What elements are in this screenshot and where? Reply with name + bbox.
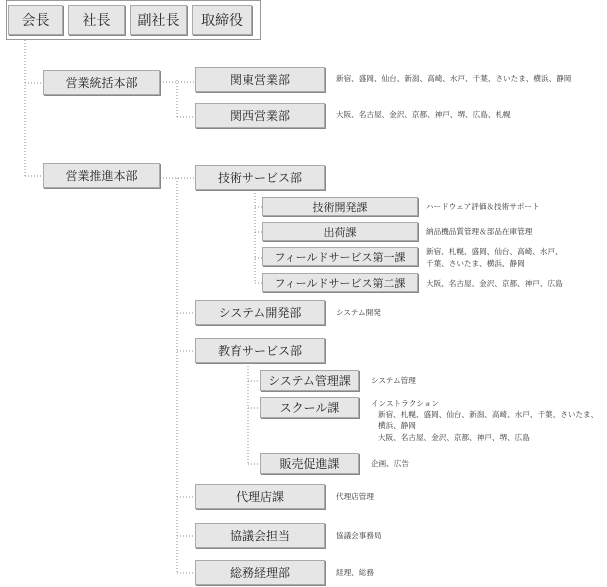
node-system-development: システム開発部 xyxy=(195,300,325,325)
note-field-service-2: 大阪、名古屋、金沢、京都、神戸、広島 xyxy=(426,279,563,288)
note-kanto-sales: 新宿、盛岡、仙台、新潟、高崎、水戸、千葉、さいたま、横浜、静岡 xyxy=(336,74,572,83)
node-kansai-sales: 関西営業部 xyxy=(195,103,325,128)
executive-president: 社長 xyxy=(68,5,125,35)
node-tech-service: 技術サービス部 xyxy=(195,165,325,190)
node-system-management: システム管理課 xyxy=(260,370,359,391)
executive-chairman: 会長 xyxy=(8,5,63,35)
node-field-service-2: フィールドサービス第二課 xyxy=(262,273,418,292)
note-kansai-sales: 大阪、名古屋、金沢、京都、神戸、堺、広島、札幌 xyxy=(336,110,511,119)
node-agency: 代理店課 xyxy=(195,484,325,509)
node-sales-promotion: 販売促進課 xyxy=(260,453,359,474)
note-system-development: システム開発 xyxy=(336,308,381,317)
node-kanto-sales: 関東営業部 xyxy=(195,67,325,92)
note-school-line3: 横浜、静岡 xyxy=(378,421,416,430)
node-council: 協議会担当 xyxy=(195,523,325,548)
node-field-service-1: フィールドサービス第一課 xyxy=(262,247,418,266)
node-tech-development: 技術開発課 xyxy=(262,197,418,216)
note-school-line2: 新宿、札幌、盛岡、仙台、新潟、高崎、水戸、千葉、さいたま、 xyxy=(378,410,599,419)
node-hq-promotion: 営業推進本部 xyxy=(43,163,160,188)
note-agency: 代理店管理 xyxy=(336,492,374,501)
node-school: スクール課 xyxy=(260,397,359,418)
note-school-line1: インストラクション xyxy=(371,399,439,408)
note-school-line4: 大阪、名古屋、金沢、京都、神戸、堺、広島 xyxy=(378,433,530,442)
note-field-service-1-line2: 千葉、さいたま、横浜、静岡 xyxy=(426,259,525,268)
node-hq-sales: 営業統括本部 xyxy=(43,70,160,95)
note-sales-promotion: 企画、広告 xyxy=(371,459,409,468)
node-education-service: 教育サービス部 xyxy=(195,338,325,363)
node-shipping: 出荷課 xyxy=(262,222,418,241)
note-shipping: 納品機品質管理＆部品在庫管理 xyxy=(426,227,533,236)
note-council: 協議会事務局 xyxy=(336,531,382,540)
executive-director: 取締役 xyxy=(192,5,252,35)
note-tech-development: ハードウェア評価＆技術サポート xyxy=(426,202,540,211)
note-field-service-1-line1: 新宿、札幌、盛岡、仙台、高崎、水戸、 xyxy=(426,247,563,256)
node-general-affairs: 総務経理部 xyxy=(195,560,325,585)
note-general-affairs: 経理、総務 xyxy=(336,568,374,577)
note-system-management: システム管理 xyxy=(371,376,416,385)
executive-vice-president: 副社長 xyxy=(130,5,187,35)
